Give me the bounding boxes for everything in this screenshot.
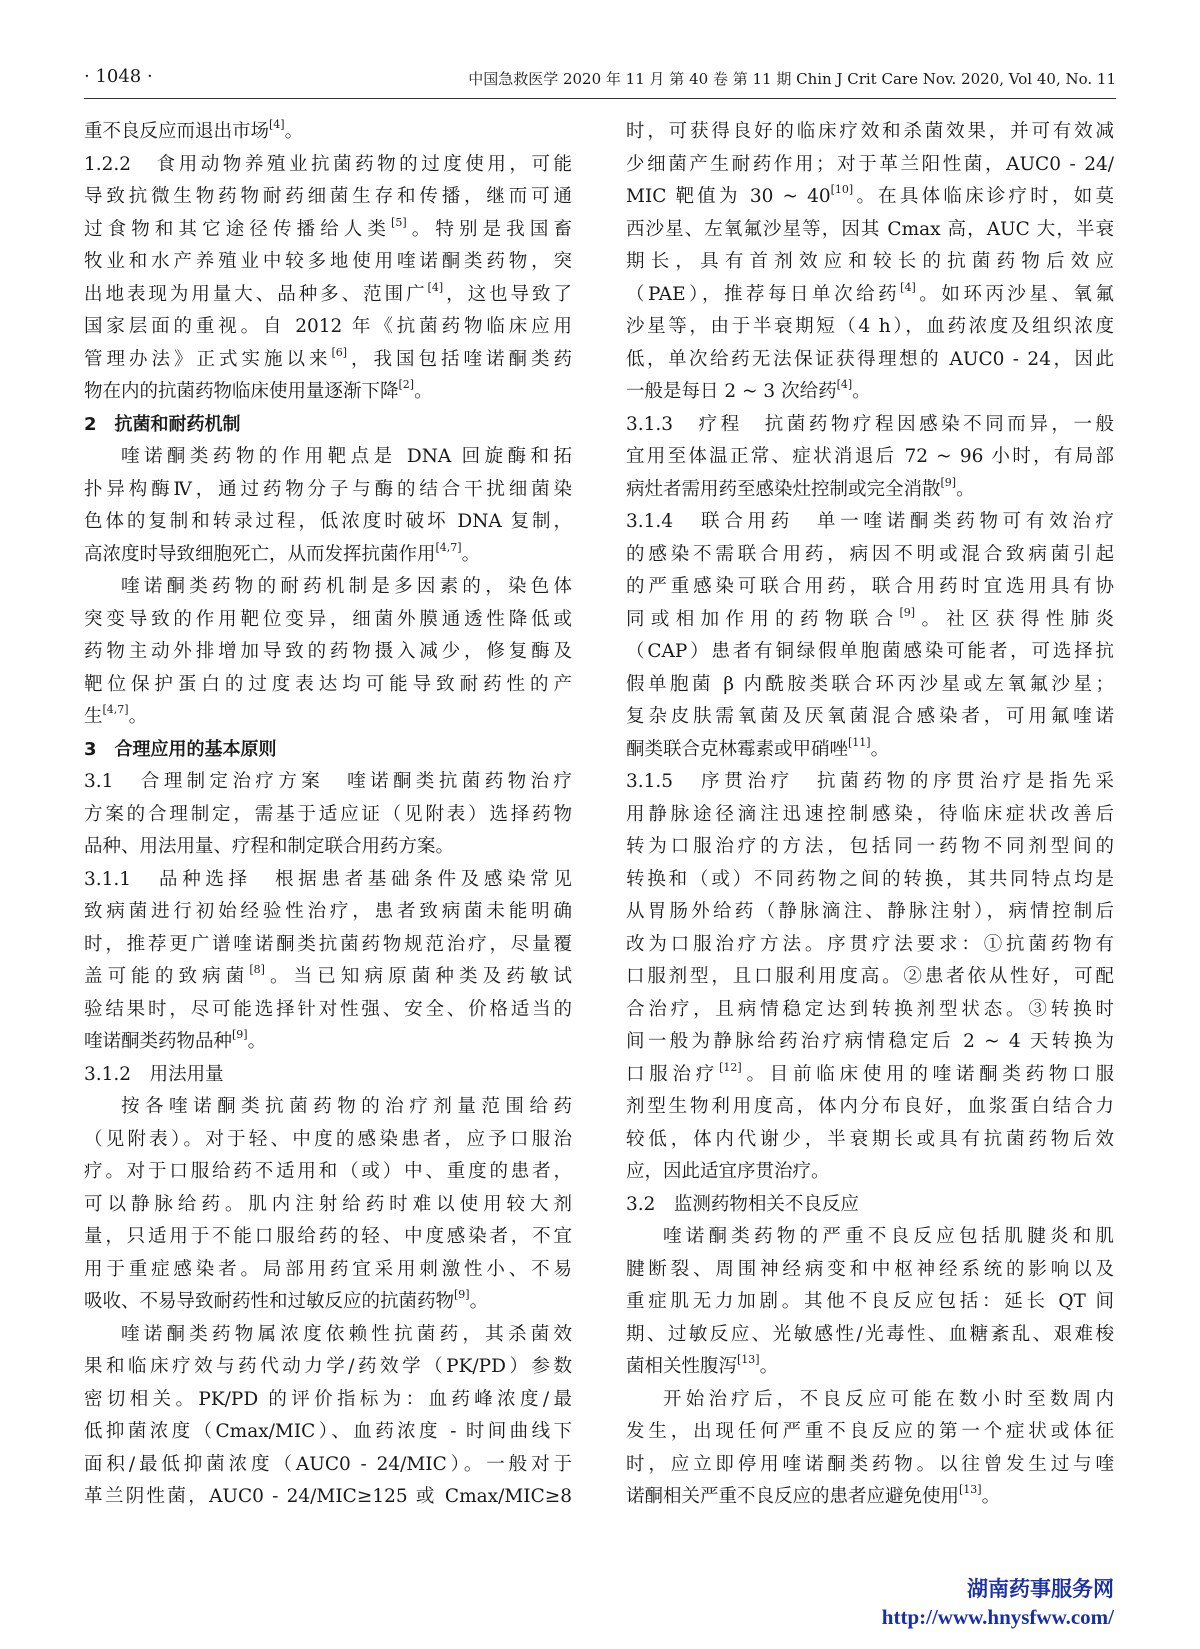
line-text: 转换和（或）不同药物之间的转换，其共同特点均是 <box>626 868 1114 890</box>
line-text: 用于重症感染者。局部用药宜采用刺激性小、不易 <box>84 1258 572 1280</box>
text-line <box>626 506 1114 539</box>
line-text: 药物主动外排增加导致的药物摄入减少，修复酶及 <box>84 641 572 662</box>
text-line <box>84 929 572 962</box>
text-line <box>84 571 572 604</box>
line-text: 2 抗菌和耐药机制 <box>84 413 241 435</box>
text-line <box>84 1449 572 1482</box>
line-text: 生 <box>84 706 103 727</box>
citation-ref: [13] <box>959 1483 982 1496</box>
line-text: 腱断裂、周围神经病变和中枢神经系统的影响以及 <box>626 1258 1114 1280</box>
line-text: 面积/最低抑菌浓度（AUC0 - 24/MIC）。一般对于 <box>84 1453 572 1475</box>
text-line <box>626 929 1114 962</box>
line-text: 密切相关。PK/PD 的评价指标为：血药峰浓度/最 <box>84 1388 572 1410</box>
line-text: 过食物和其它途径传播给人类 <box>84 218 392 240</box>
line-text: 国家层面的重视。自 2012 年《抗菌药物临床应用 <box>84 316 572 337</box>
line-text: 疗。对于口服给药不适用和（或）中、重度的患者， <box>84 1161 572 1182</box>
text-line <box>626 376 1114 409</box>
line-text: 品种、用法用量、疗程和制定联合用药方案。 <box>84 836 455 857</box>
text-line <box>84 1481 572 1514</box>
text-line <box>626 1124 1114 1157</box>
text-line <box>626 1026 1114 1059</box>
line-text: 菌相关性腹泻 <box>626 1356 738 1377</box>
line-text-tail: 。 <box>128 706 148 727</box>
line-text: 3.1.3 疗程 抗菌药物疗程因感染不同而异，一般 <box>626 413 1114 435</box>
text-line <box>84 311 572 344</box>
text-line <box>84 766 572 799</box>
text-line <box>626 409 1114 442</box>
text-line <box>626 474 1114 507</box>
line-text: 西沙星、左氧氟沙星等，因其 Cmax 高，AUC 大，半衰 <box>626 218 1114 240</box>
text-line <box>84 1189 572 1222</box>
line-text: 1.2.2 食用动物养殖业抗菌药物的过度使用，可能 <box>84 153 572 175</box>
line-text: 转为口服治疗的方法，包括同一药物不同剂型间的 <box>626 836 1114 857</box>
line-text: 诺酮相关严重不良反应的患者应避免使用 <box>626 1486 960 1507</box>
citation-ref: [9] <box>899 605 916 619</box>
text-line <box>84 604 572 637</box>
citation-ref: [4,7] <box>435 540 462 554</box>
citation-ref: [10] <box>830 183 854 196</box>
running-header <box>84 66 1116 96</box>
text-line <box>626 1416 1114 1449</box>
text-line <box>84 1156 572 1189</box>
line-text-tail: 。在具体临床诊疗时，如莫 <box>853 186 1114 207</box>
text-line <box>84 1286 572 1319</box>
line-text: 发生，出现任何严重不良反应的第一个症状或体征 <box>626 1421 1114 1442</box>
text-line <box>626 149 1114 182</box>
line-text: 3.1.4 联合用药 单一喹诺酮类药物可有效治疗 <box>626 511 1114 532</box>
line-text: 低，单次给药无法保证获得理想的 AUC0 - 24，因此 <box>626 348 1114 370</box>
line-text-tail: 。 <box>956 478 975 500</box>
line-text-tail: 。 <box>414 381 433 402</box>
line-text: 3.1.2 用法用量 <box>84 1063 224 1085</box>
line-text-tail: ，这也导致了 <box>443 283 572 305</box>
line-text: 出地表现为用量大、品种多、范围广 <box>84 283 428 305</box>
line-text: 的严重感染可联合用药，联合用药时宜选用具有协 <box>626 576 1114 597</box>
line-text: 吸收、不易导致耐药性和过敏反应的抗菌药物 <box>84 1291 455 1312</box>
citation-ref: [4] <box>900 280 916 294</box>
text-line <box>84 864 572 897</box>
line-text: 低抑菌浓度（Cmax/MIC）、血药浓度 - 时间曲线下 <box>84 1421 572 1442</box>
line-text-tail: ，我国包括喹诺酮类药 <box>347 348 572 370</box>
text-line <box>84 669 572 702</box>
line-text: 时，应立即停用喹诺酮类药物。以往曾发生过与喹 <box>626 1453 1114 1475</box>
line-text-tail: 。 <box>247 1031 267 1052</box>
text-line <box>84 1416 572 1449</box>
line-text: 较低，体内代谢少，半衰期长或具有抗菌药物后效 <box>626 1128 1114 1150</box>
text-line <box>626 1091 1114 1124</box>
line-text: （见附表）。对于轻、中度的感染患者，应予口服治 <box>84 1128 572 1150</box>
line-text: 喹诺酮类药物属浓度依赖性抗菌药，其杀菌效 <box>121 1323 572 1345</box>
line-text-tail: 。目前临床使用的喹诺酮类药物口服 <box>741 1063 1114 1085</box>
line-text: 合治疗，且病情稳定达到转换剂型状态。③转换时 <box>626 998 1114 1020</box>
text-line <box>84 149 572 182</box>
line-text: 导致抗微生物药物耐药细菌生存和传播，继而可通 <box>84 186 572 207</box>
text-line <box>84 1351 572 1384</box>
journal-citation: 中国急救医学 2020 年 11 月 第 40 卷 第 11 期 Chin J Crit Care Nov. 2020, Vol 40, No. 11 <box>468 70 1116 88</box>
line-text: 假单胞菌 β 内酰胺类联合环丙沙星或左氧氟沙星； <box>626 673 1114 695</box>
section-heading <box>84 409 572 442</box>
line-text: 扑异构酶Ⅳ，通过药物分子与酶的结合干扰细菌染 <box>84 478 572 500</box>
text-line <box>626 1351 1114 1384</box>
text-line <box>84 214 572 247</box>
text-line <box>626 214 1114 247</box>
citation-ref: [12] <box>719 1060 742 1074</box>
line-text-tail: 。 <box>284 121 304 142</box>
citation-ref: [11] <box>848 735 871 749</box>
line-text: 3.1.5 序贯治疗 抗菌药物的序贯治疗是指先采 <box>626 771 1114 792</box>
text-line <box>626 1286 1114 1319</box>
line-text-tail: 。当已知病原菌种类及药敏试 <box>264 966 572 987</box>
line-text: 口服剂型，且口服利用度高。②患者依从性好，可配 <box>626 966 1114 987</box>
page-number: · 1048 · <box>84 66 153 87</box>
line-text: 色体的复制和转录过程，低浓度时破坏 DNA 复制， <box>84 511 572 532</box>
text-line <box>84 539 572 572</box>
text-line <box>84 181 572 214</box>
text-line <box>84 344 572 377</box>
line-text: 改为口服治疗方法。序贯疗法要求：①抗菌药物有 <box>626 933 1114 955</box>
text-line <box>626 636 1114 669</box>
watermark-url: http://www.hnysfww.com/ <box>881 1605 1114 1629</box>
line-text: 方案的合理制定，需基于适应证（见附表）选择药物 <box>84 803 572 825</box>
citation-ref: [13] <box>737 1353 760 1366</box>
line-text: 验结果时，尽可能选择针对性强、安全、价格适当的 <box>84 998 572 1020</box>
line-text: 3 合理应用的基本原则 <box>84 738 277 760</box>
line-text: 口服治疗 <box>626 1063 720 1085</box>
text-line <box>626 1189 1114 1222</box>
line-text: 病灶者需用药至感染灶控制或完全消散 <box>626 478 941 500</box>
text-line <box>84 376 572 409</box>
text-line <box>626 1221 1114 1254</box>
line-text: 喹诺酮类药物的严重不良反应包括肌腱炎和肌 <box>663 1226 1114 1247</box>
line-text: 革兰阴性菌，AUC0 - 24/MIC≥125 或 Cmax/MIC≥8 <box>84 1486 572 1507</box>
text-line <box>626 116 1114 149</box>
text-line <box>626 1449 1114 1482</box>
line-text: 果和临床疗效与药代动力学/药效学（PK/PD）参数 <box>84 1356 572 1377</box>
citation-ref: [6] <box>331 345 348 359</box>
text-line <box>84 1026 572 1059</box>
citation-ref: [4] <box>427 280 444 294</box>
text-line <box>626 799 1114 832</box>
text-line <box>626 441 1114 474</box>
line-text-tail: 。特别是我国畜 <box>406 218 572 240</box>
line-text: 宜用至体温正常、症状消退后 72 ~ 96 小时，有局部 <box>626 446 1114 467</box>
text-line <box>626 701 1114 734</box>
line-text: 喹诺酮类药物的耐药机制是多因素的，染色体 <box>121 576 572 597</box>
watermark-site-name: 湖南药事服务网 <box>967 1577 1114 1601</box>
line-text: 高浓度时导致细胞死亡，从而发挥抗菌作用 <box>84 543 436 565</box>
line-text: 3.2 监测药物相关不良反应 <box>626 1193 859 1215</box>
line-text: 牧业和水产养殖业中较多地使用喹诺酮类药物，突 <box>84 251 572 272</box>
line-text-tail: 。如环丙沙星、氧氟 <box>915 283 1114 305</box>
text-line <box>626 311 1114 344</box>
line-text: 致病菌进行初始经验性治疗，患者致病菌未能明确 <box>84 901 572 922</box>
line-text: （PAE），推荐每日单次给药 <box>626 283 901 305</box>
citation-ref: [9] <box>232 1028 248 1041</box>
line-text: 盖可能的致病菌 <box>84 966 250 987</box>
text-line <box>84 246 572 279</box>
text-line <box>626 994 1114 1027</box>
citation-ref: [4] <box>269 118 285 131</box>
text-line <box>626 181 1114 214</box>
line-text: 按各喹诺酮类抗菌药物的治疗剂量范围给药 <box>121 1096 572 1117</box>
text-line <box>84 1319 572 1352</box>
text-line <box>84 1254 572 1287</box>
line-text: 重不良反应而退出市场 <box>84 121 270 142</box>
line-text: 3.1.1 品种选择 根据患者基础条件及感染常见 <box>84 868 572 890</box>
citation-ref: [8] <box>249 963 265 976</box>
line-text: 剂型生物利用度高，体内分布良好，血浆蛋白结合力 <box>626 1096 1114 1117</box>
line-text: 用静脉途径滴注迅速控制感染，待临床症状改善后 <box>626 803 1114 825</box>
text-line <box>626 1481 1114 1514</box>
line-text: 期长，具有首剂效应和较长的抗菌药物后效应 <box>626 251 1114 272</box>
line-text: （CAP）患者有铜绿假单胞菌感染可能者，可选择抗 <box>626 641 1114 662</box>
text-line <box>84 701 572 734</box>
line-text: 应，因此适宜序贯治疗。 <box>626 1161 830 1182</box>
line-text: 的感染不需联合用药，病因不明或混合致病菌引起 <box>626 543 1114 565</box>
line-text: 复杂皮肤需氧菌及厌氧菌混合感染者，可用氟喹诺 <box>626 706 1114 727</box>
text-line <box>626 1319 1114 1352</box>
left-column <box>84 116 572 1514</box>
text-line <box>626 766 1114 799</box>
line-text-tail: 。 <box>852 381 871 402</box>
text-line <box>84 474 572 507</box>
line-text: 间一般为静脉给药治疗病情稳定后 2 ~ 4 天转换为 <box>626 1031 1114 1052</box>
text-line <box>84 1091 572 1124</box>
line-text: 靶位保护蛋白的过度表达均可能导致耐药性的产 <box>84 673 572 695</box>
text-line <box>84 1059 572 1092</box>
line-text: 开始治疗后，不良反应可能在数小时至数周内 <box>663 1388 1114 1410</box>
line-text-tail: 。 <box>759 1356 779 1377</box>
text-line <box>626 571 1114 604</box>
line-text: 物在内的抗菌药物临床使用量逐渐下降 <box>84 381 399 402</box>
text-line <box>84 994 572 1027</box>
line-text: 同或相加作用的药物联合 <box>626 608 900 630</box>
line-text-tail: 。 <box>981 1486 1001 1507</box>
line-text-tail: 。 <box>469 1291 489 1312</box>
citation-ref: [4] <box>836 378 853 391</box>
line-text-tail: 。社区获得性肺炎 <box>915 608 1114 630</box>
section-heading <box>84 734 572 767</box>
text-line <box>84 799 572 832</box>
header-rule <box>84 98 1116 99</box>
line-text: 重症肌无力加剧。其他不良反应包括：延长 QT 间 <box>626 1291 1114 1312</box>
text-line <box>626 539 1114 572</box>
citation-ref: [9] <box>940 475 957 489</box>
line-text-tail: 。 <box>461 543 481 565</box>
line-text-tail: 。 <box>870 738 890 760</box>
line-text: 沙星等，由于半衰期短（4 h），血药浓度及组织浓度 <box>626 316 1114 337</box>
citation-ref: [5] <box>391 215 407 229</box>
line-text: 从胃肠外给药（静脉滴注、静脉注射），病情控制后 <box>626 901 1114 922</box>
citation-ref: [9] <box>454 1288 470 1301</box>
line-text: 时，推荐更广谱喹诺酮类抗菌药物规范治疗，尽量覆 <box>84 933 572 955</box>
line-text: 喹诺酮类药物品种 <box>84 1031 233 1052</box>
line-text: 管理办法》正式实施以来 <box>84 348 332 370</box>
line-text: 3.1 合理制定治疗方案 喹诺酮类抗菌药物治疗 <box>84 771 572 792</box>
text-line <box>626 1156 1114 1189</box>
text-line <box>626 734 1114 767</box>
text-line <box>626 1254 1114 1287</box>
text-line <box>626 1384 1114 1417</box>
line-text: 一般是每日 2 ~ 3 次给药 <box>626 381 837 402</box>
line-text: 少细菌产生耐药作用；对于革兰阳性菌，AUC0 - 24/ <box>626 153 1114 175</box>
line-text: 时，可获得良好的临床疗效和杀菌效果，并可有效减 <box>626 121 1114 142</box>
line-text: 期、过敏反应、光敏感性/光毒性、血糖紊乱、艰难梭 <box>626 1323 1114 1345</box>
line-text: 量，只适用于不能口服给药的轻、中度感染者，不宜 <box>84 1226 572 1247</box>
text-line <box>626 831 1114 864</box>
line-text: 喹诺酮类药物的作用靶点是 DNA 回旋酶和拓 <box>121 446 572 467</box>
text-line <box>626 279 1114 312</box>
citation-ref: [4,7] <box>102 703 129 716</box>
text-line <box>626 344 1114 377</box>
right-column <box>626 116 1114 1514</box>
text-line <box>84 1384 572 1417</box>
text-line <box>84 1124 572 1157</box>
text-line <box>84 441 572 474</box>
line-text: 突变导致的作用靶位变异，细菌外膜通透性降低或 <box>84 608 572 630</box>
text-line <box>626 961 1114 994</box>
citation-ref: [2] <box>398 378 415 391</box>
text-line <box>84 636 572 669</box>
text-line <box>84 961 572 994</box>
text-line <box>626 246 1114 279</box>
line-text: MIC 靶值为 30 ~ 40 <box>626 186 831 207</box>
text-line <box>626 864 1114 897</box>
text-line <box>84 506 572 539</box>
text-line <box>84 896 572 929</box>
text-line <box>626 1059 1114 1092</box>
text-line <box>626 896 1114 929</box>
line-text: 酮类联合克林霉素或甲硝唑 <box>626 738 849 760</box>
text-line <box>84 116 572 149</box>
text-line <box>84 279 572 312</box>
text-line <box>84 831 572 864</box>
text-line <box>84 1221 572 1254</box>
text-line <box>626 669 1114 702</box>
text-line <box>626 604 1114 637</box>
line-text: 可以静脉给药。肌内注射给药时难以使用较大剂 <box>84 1193 572 1215</box>
